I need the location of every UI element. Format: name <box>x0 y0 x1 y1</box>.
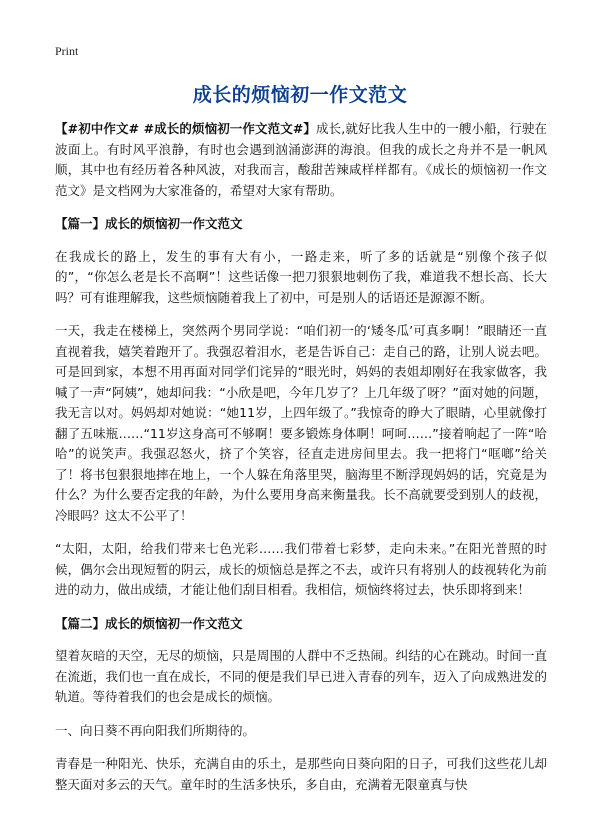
section-heading-2 <box>55 614 547 635</box>
document-body <box>55 119 547 808</box>
section1-paragraph: “太阳，太阳，给我们带来七色光彩……我们带着七彩梦，走向未来。”在阳光普照的时候，偶尔会出现短暂的阴云，成长的烦恼总是挥之不去，或许只有将别人的歧视转化为前进的动力，做出成绩，才能让他们刮目相看。我相信，烦恼终将过去，快乐即将到来！ <box>55 541 547 597</box>
section1-paragraph: 在我成长的路上，发生的事有大有小，一路走来，听了多的话就是“别像个孩子似的”，“你怎么老是长不高啊”！这些话像一把刀狠狠地刺伤了我，难道我不想长高、长大吗？可有谁理解我，这些烦恼随着我上了初中，可是别人的话语还是源源不断。 <box>55 248 547 305</box>
intro-text: 成长,就好比我人生中的一艘小船，行驶在波面上。有时风平浪静，有时也会遇到汹涌澎湃的海浪。但我的成长之舟并不是一帆风顺，其中也有经历着各种风波，对我而言，酸甜苦辣咸样样都有。《成长的烦恼初一作文范文》是文档网为大家准备的，希望对大家有帮助。 <box>55 121 547 198</box>
section-tag: 【篇二】 <box>55 615 106 631</box>
print-link[interactable]: Print <box>55 44 79 58</box>
section2-paragraph: 青春是一种阳光、快乐，充满自由的乐土，是那些向日葵向阳的日子，可我们这些花儿却整天面对多云的天气。童年时的生活多快乐，多自由，充满着无限童真与快 <box>55 756 547 792</box>
document-title: 成长的烦恼初一作文范文 <box>192 84 408 106</box>
section2-paragraph: 一、向日葵不再向阳我们所期待的。 <box>55 722 256 738</box>
section-heading-text: 成长的烦恼初一作文范文 <box>105 615 243 631</box>
section-heading-1 <box>55 214 547 235</box>
intro-tags: 【#初中作文# #成长的烦恼初一作文范文#】 <box>55 121 317 136</box>
intro-paragraph <box>55 119 547 201</box>
section-heading-text: 成长的烦恼初一作文范文 <box>105 216 243 231</box>
section1-paragraph: 一天，我走在楼梯上，突然两个男同学说：“咱们初一的‘矮冬瓜’可真多啊！”眼睛还一直直视着我，嬉笑着跑开了。我强忍着泪水，老是告诉自己：走自己的路，让别人说去吧。可是回到家，本想不用再面对同学们诧异的“眼光时，妈妈的表姐却刚好在我家做客，我喊了一声“阿姨”，她却问我：“小欣是吧，今年几岁了？上几年级了呀？”面对她的问题，我无言以对。妈妈却对她说：“她11岁，上四年级了。”我惊奇的睁大了眼睛，心里就像打翻了五味瓶……“11岁这身高可不够啊！要多锻炼身体啊！呵呵……”接着响起了一阵“哈哈”的说笑声。我强忍怒火，挤了个笑容，径直走进房间里去。我一把将门“哐啷”给关了！将书包狠狠地摔在地上，一个人躲在角落里哭，脑海里不断浮现妈妈的话，究竟是为什么？为什么要否定我的年龄，为什么要用身高来衡量我。长不高就要受到别人的歧视，冷眼吗？这太不公平了！ <box>55 323 547 523</box>
section2-paragraph: 望着灰暗的天空，无尽的烦恼，只是周围的人群中不乏热闹。纠结的心在跳动。时间一直在流逝，我们也一直在成长，不同的便是我们早已进入青春的列车，迈入了向成熟进发的轨道。等待着我们的也会是成长的烦恼。 <box>55 648 547 704</box>
section-tag: 【篇一】 <box>55 216 106 231</box>
